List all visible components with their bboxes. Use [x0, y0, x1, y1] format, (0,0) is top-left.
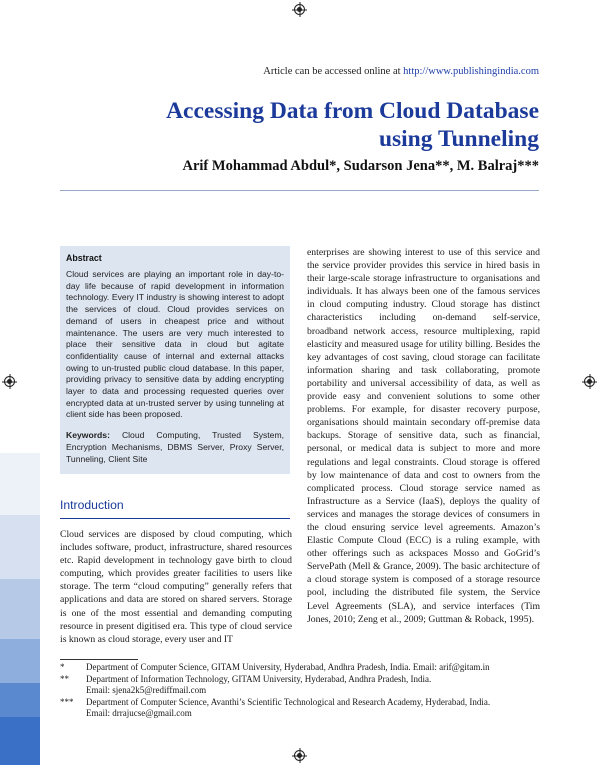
access-prefix: Article can be accessed online at: [263, 66, 401, 77]
title-line-2: using Tunneling: [378, 126, 539, 152]
paper-title: [119, 97, 539, 153]
footnote: [60, 674, 540, 697]
sidebar-band: [0, 453, 40, 515]
title-divider: [60, 190, 539, 191]
footnote-line: Department of Information Technology, GITAM University, Hyderabad, Andhra Pradesh, India.: [86, 673, 432, 684]
footnote-mark: *: [60, 662, 65, 672]
decorative-sidebar: [0, 0, 40, 765]
registration-mark-bottom: [294, 750, 305, 761]
registration-mark-right: [584, 376, 595, 387]
footnote-email: Email: drrajucse@gmail.com: [86, 708, 192, 719]
footnote: [60, 662, 540, 674]
introduction-divider: [60, 518, 290, 519]
keywords-label: Keywords:: [66, 430, 110, 441]
footnote-line: Department of Computer Science, GITAM University, Hyderabad, Andhra Pradesh, India. Email: arif@gitam.in: [86, 662, 490, 672]
keywords-list: Cloud Computing, Trusted System, Encryption Mechanisms, DBMS Server, Proxy Server, Tunneling, Client Site: [66, 430, 285, 464]
access-line: [263, 66, 539, 77]
right-column-text: enterprises are showing interest to use of this service and the service provider provides this service in hired basis in their large-scale storage infrastructure to organisations and individuals. It has always been one of the famous services in cloud computing industry. Cloud storage has distinct characteristics including on-demand self-service, broadband network access, resource multiplexing, rapid elasticity and measured usage for utility billing. Besides the key advantages of cost saving, cloud storage can facilitate information sharing and task collaborating, promote portability and universal accessibility of data, as well as provide easy and convenient solutions to some other problems. For example, for disaster recovery purpose, organisations should maintain secondary off-premise data backups. Storage of sensitive data, such as financial, personal, or medical data is subject to more and more regulations and legal constraints. Cloud storage is offered by low maintenance of data and cost to owners from the complicated process. Cloud storage service named as Infrastructure as a Service (IaaS), deploys the quality of services and manages the storage devices of consumers in the cloud ensuring service level agreements. Amazon’s Elastic Compute Cloud (ECC) is a ruling example, with other offerings such as ackspaces Mosso and GoGrid’s ServePath (Mell & Grance, 2009). The basic architecture of a cloud storage system is composed of a storage resource pool, including the distributed file system, the Service Level Agreements (SLA), and service interfaces (Tim Jones, 2010; Zeng et al., 2009; Guttman & Roback, 1995).: [307, 247, 540, 625]
footnote-mark: **: [60, 673, 69, 684]
sidebar-band: [0, 515, 40, 579]
abstract-box: [60, 246, 290, 474]
author-list: Arif Mohammad Abdul*, Sudarson Jena**, M. Balraj***: [182, 158, 539, 174]
footnotes: [60, 662, 540, 720]
sidebar-band: [0, 639, 40, 683]
sidebar-band: [0, 683, 40, 717]
abstract-text: Cloud services are playing an important role in day-to-day life because of rapid development in information technology. Every IT industry is showing interest to adopt the services of cloud. Cloud provides services on demand of users in cheapest price and without maintenance. The users are very much interested to place their sensitive data in cloud but agitate confidentiality cause of internal and external attacks owing to un-trusted public cloud database. In this paper, providing privacy to sensitive data by adding encrypting layer to data and processing requested queries over encrypted data at un-trusted server by using tunneling at client side has been proposed.: [66, 269, 284, 420]
keywords: [66, 430, 284, 465]
footnote-line: Department of Computer Science, Avanthi’s Scientific Technological and Research Academy, Hyderabad, India.: [86, 696, 491, 707]
footnote-divider: [60, 659, 138, 660]
sidebar-band: [0, 717, 40, 765]
abstract-heading: Abstract: [66, 253, 102, 263]
title-line-1: Accessing Data from Cloud Database: [166, 98, 539, 124]
footnote-email: Email: sjena2k5@rediffmail.com: [86, 685, 207, 696]
registration-mark-top: [294, 4, 305, 15]
footnote-mark: ***: [60, 696, 74, 707]
introduction-heading: Introduction: [60, 498, 124, 512]
sidebar-band: [0, 579, 40, 639]
footnote: [60, 697, 540, 720]
publisher-link[interactable]: http://www.publishingindia.com: [403, 66, 539, 77]
introduction-text: Cloud services are disposed by cloud computing, which includes software, product, infrastructure, shared resources etc. Rapid development in technology gave birth to cloud computing, which provides greater facilities to users like storage. The term “cloud computing” generally refers that applications and data are stored on shared servers. Storage is one of the most essential and demanding computing resource in present digitised era. This type of cloud service is known as cloud storage, every user and IT: [60, 529, 292, 645]
